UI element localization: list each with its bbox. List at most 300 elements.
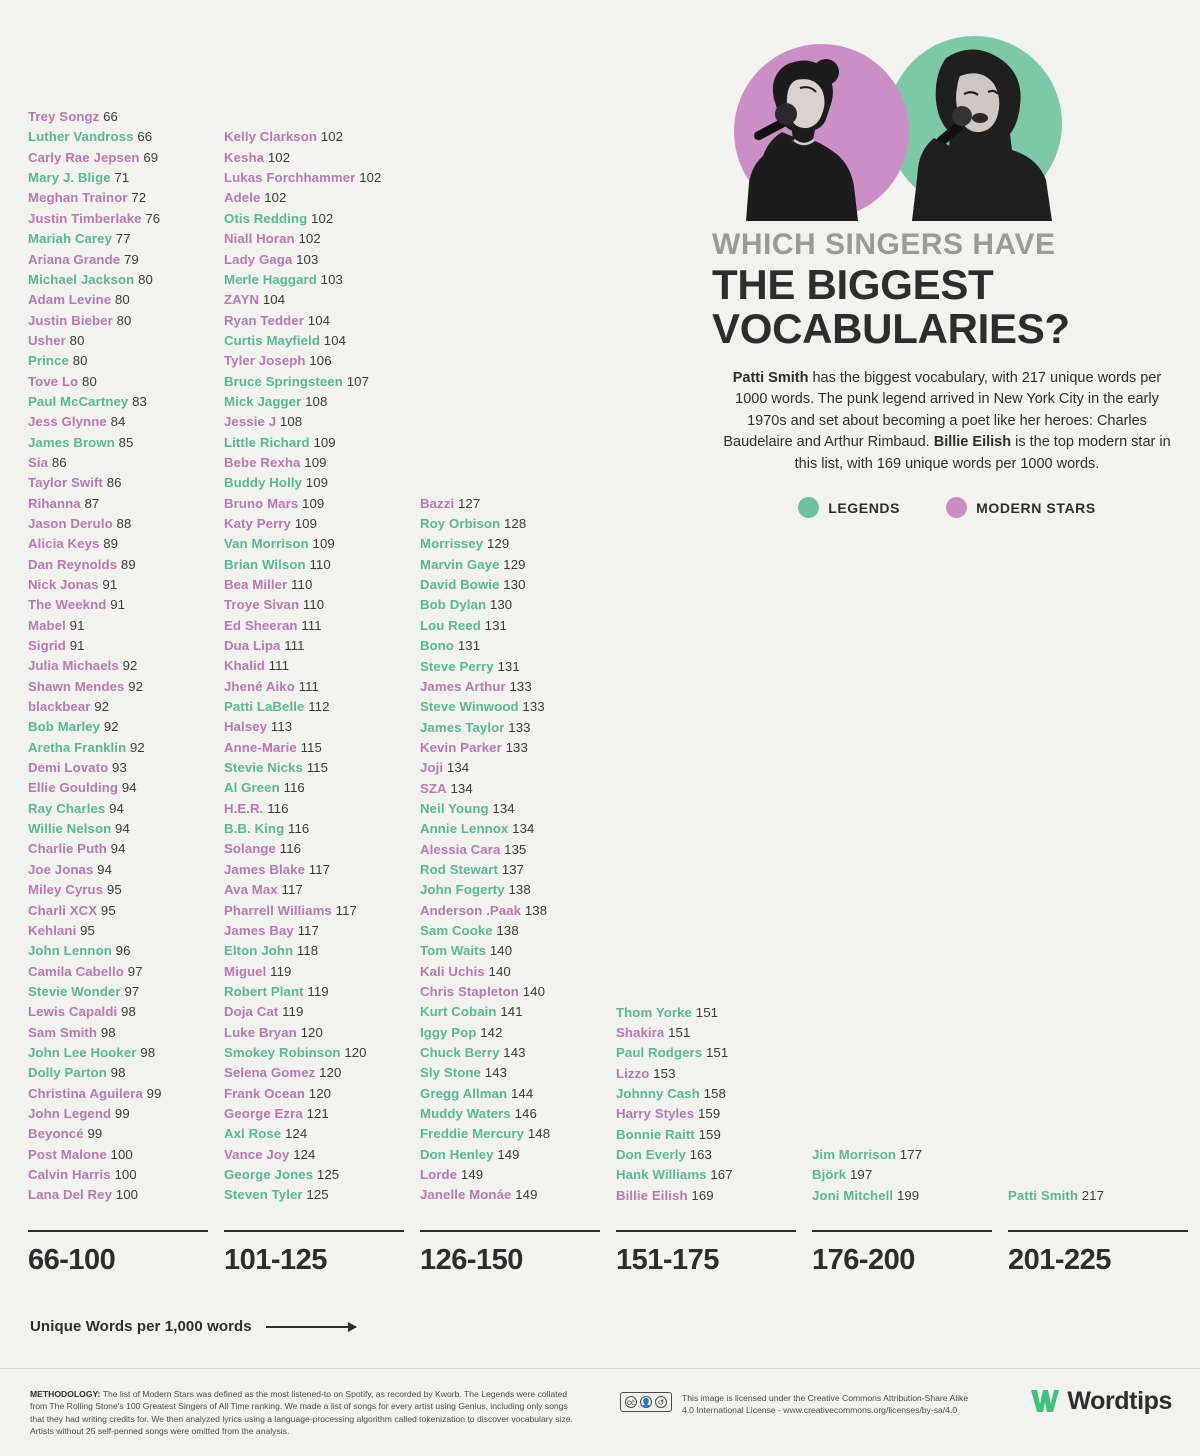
artist-value: 102 <box>311 210 334 226</box>
artist-entry <box>420 1104 616 1124</box>
artist-name: Vance Joy <box>224 1146 290 1162</box>
artist-name: H.E.R. <box>224 800 264 816</box>
artist-name: Ariana Grande <box>28 251 121 267</box>
artist-name: Tove Lo <box>28 373 79 389</box>
license-block <box>620 1392 968 1417</box>
artist-value: 102 <box>320 129 344 145</box>
artist-entry <box>420 494 616 514</box>
artist-entry <box>28 1043 224 1063</box>
artist-name: Selena Gomez <box>224 1065 316 1081</box>
artist-name: Lizzo <box>616 1065 650 1081</box>
artist-name: Brian Wilson <box>224 556 306 572</box>
artist-name: B.B. King <box>224 821 285 837</box>
artist-value: 103 <box>296 251 319 267</box>
artist-value: 177 <box>899 1146 923 1162</box>
legend-item-label: LEGENDS <box>828 499 901 516</box>
artist-entry <box>224 392 420 412</box>
artist-entry <box>28 819 224 839</box>
artist-value: 92 <box>94 699 110 715</box>
license-line-2: 4.0 International License - www.creativecommons.org/licenses/by-sa/4.0 <box>682 1405 958 1416</box>
chart-legend <box>712 497 1182 518</box>
artist-name: Miley Cyrus <box>28 882 104 898</box>
artist-entry <box>28 901 224 921</box>
artist-name: Bea Miller <box>224 577 288 592</box>
artist-value: 80 <box>114 292 130 308</box>
artist-entry <box>28 1084 224 1104</box>
artist-entry <box>420 1063 616 1083</box>
artist-name: Kelly Clarkson <box>224 129 318 145</box>
artist-value: 94 <box>121 780 137 796</box>
artist-name: Lana Del Rey <box>28 1187 113 1203</box>
artist-entry <box>224 941 420 961</box>
artist-value: 141 <box>500 1004 523 1020</box>
artist-value: 140 <box>488 963 511 979</box>
vocab-list <box>812 1145 1008 1206</box>
artist-name: Al Green <box>224 780 280 796</box>
artist-value: 119 <box>282 1004 304 1020</box>
artist-name: Iggy Pop <box>420 1024 477 1040</box>
artist-entry <box>616 1043 812 1063</box>
artist-entry <box>224 311 420 331</box>
cc-by-mark: 👤 <box>641 1398 651 1407</box>
artist-entry <box>616 1104 812 1124</box>
artist-entry <box>28 1023 224 1043</box>
artist-name: Little Richard <box>224 434 310 450</box>
artist-value: 66 <box>137 129 153 145</box>
artist-name: Axl Rose <box>224 1126 282 1142</box>
artist-entry <box>224 717 420 737</box>
artist-entry <box>224 1165 420 1185</box>
brand-logo[interactable] <box>1029 1386 1172 1416</box>
artist-name: George Ezra <box>224 1105 303 1121</box>
range-label: 201-225 <box>1008 1244 1111 1276</box>
artist-name: Demi Lovato <box>28 760 109 776</box>
artist-value: 93 <box>112 760 127 776</box>
artist-name: James Brown <box>28 434 115 450</box>
artist-name: Curtis Mayfield <box>224 332 321 348</box>
artist-name: Janelle Monáe <box>420 1187 512 1203</box>
artist-name: Adam Levine <box>28 292 112 308</box>
artist-entry <box>224 290 420 310</box>
artist-value: 149 <box>460 1167 484 1183</box>
artist-value: 133 <box>508 719 531 735</box>
artist-entry <box>420 616 616 636</box>
artist-value: 89 <box>120 556 136 572</box>
artist-value: 151 <box>705 1045 729 1061</box>
artist-name: Tom Waits <box>420 943 487 959</box>
artist-value: 100 <box>115 1187 139 1203</box>
artist-value: 91 <box>69 617 85 633</box>
artist-name: Roy Orbison <box>420 516 501 532</box>
artist-name: Miguel <box>224 963 267 979</box>
artist-value: 149 <box>515 1187 538 1203</box>
artist-entry <box>420 677 616 697</box>
artist-value: 111 <box>301 617 322 633</box>
artist-entry <box>28 473 224 493</box>
artist-value: 117 <box>335 902 357 918</box>
artist-value: 91 <box>69 638 85 654</box>
artist-value: 117 <box>281 882 303 898</box>
methodology-note <box>30 1388 575 1438</box>
artist-entry <box>224 921 420 941</box>
wordtips-mark-icon <box>1029 1386 1059 1416</box>
artist-name: Steve Winwood <box>420 699 519 715</box>
header-panel <box>712 26 1182 518</box>
artist-name: Taylor Swift <box>28 475 103 491</box>
artist-entry <box>812 1145 1008 1165</box>
artist-value: 102 <box>298 231 321 247</box>
artist-value: 94 <box>109 800 124 816</box>
axis-label-text: Unique Words per 1,000 words <box>30 1318 252 1335</box>
artist-value: 124 <box>293 1146 316 1162</box>
artist-entry <box>420 921 616 941</box>
artist-value: 99 <box>114 1105 130 1121</box>
artist-entry <box>616 1003 812 1023</box>
artist-value: 116 <box>279 841 302 857</box>
artist-entry <box>420 1002 616 1022</box>
artist-value: 127 <box>457 495 481 511</box>
artist-name: Prince <box>28 353 69 369</box>
artist-value: 138 <box>496 922 519 938</box>
artist-entry <box>28 778 224 798</box>
artist-value: 134 <box>492 800 515 816</box>
artist-entry <box>616 1023 812 1043</box>
artist-name: Alessia Cara <box>420 841 501 857</box>
methodology-label: METHODOLOGY: <box>30 1389 101 1399</box>
artist-entry <box>28 717 224 737</box>
artist-entry <box>616 1186 812 1206</box>
artist-name: Johnny Cash <box>616 1085 700 1101</box>
artist-name: Anderson .Paak <box>420 902 522 918</box>
artist-name: Mick Jagger <box>224 393 302 409</box>
artist-name: Tyler Joseph <box>224 353 306 369</box>
artist-entry <box>420 982 616 1002</box>
artist-entry <box>420 779 616 799</box>
artist-name: Bob Marley <box>28 719 101 735</box>
artist-entry <box>224 1084 420 1104</box>
artist-value: 109 <box>305 475 329 491</box>
artist-entry <box>224 270 420 290</box>
artist-name: Luther Vandross <box>28 129 134 145</box>
artist-name: Julia Michaels <box>28 658 119 674</box>
artist-value: 108 <box>279 414 303 430</box>
range-rule <box>812 1230 992 1232</box>
artist-name: Buddy Holly <box>224 475 303 491</box>
artist-value: 86 <box>106 475 122 491</box>
artist-value: 217 <box>1081 1187 1105 1203</box>
artist-value: 76 <box>145 210 161 226</box>
artist-name: Niall Horan <box>224 231 295 247</box>
artist-value: 92 <box>103 719 119 735</box>
artist-name: Elton John <box>224 943 294 959</box>
legend-item-modern-stars <box>946 497 1096 518</box>
artist-value: 87 <box>84 495 100 511</box>
artist-value: 140 <box>522 984 546 999</box>
artist-value: 109 <box>302 495 325 511</box>
artist-entry <box>28 107 224 127</box>
artist-entry <box>28 1104 224 1124</box>
artist-value: 80 <box>138 271 153 287</box>
artist-entry <box>420 840 616 860</box>
artist-name: Patti Smith <box>1008 1187 1078 1203</box>
artist-name: Ryan Tedder <box>224 312 304 328</box>
artist-value: 99 <box>87 1126 103 1142</box>
artist-value: 110 <box>309 556 331 572</box>
footer-divider <box>0 1368 1200 1369</box>
artist-name: Troye Sivan <box>224 597 300 613</box>
artist-value: 97 <box>124 983 140 999</box>
blurb-highlight-1: Patti Smith <box>732 369 809 386</box>
legend-swatch-icon <box>798 497 819 518</box>
artist-value: 116 <box>288 821 310 837</box>
artist-entry <box>28 311 224 331</box>
artist-name: Steven Tyler <box>224 1187 303 1203</box>
artist-value: 72 <box>131 190 147 206</box>
artist-entry <box>224 168 420 188</box>
artist-name: Adele <box>224 190 261 206</box>
artist-entry <box>28 453 224 473</box>
artist-entry <box>224 677 420 697</box>
artist-entry <box>420 738 616 758</box>
artist-value: 143 <box>503 1045 526 1061</box>
artist-value: 95 <box>106 882 122 898</box>
artist-name: Pharrell Williams <box>224 902 332 918</box>
intro-paragraph <box>712 368 1182 476</box>
artist-name: Thom Yorke <box>616 1004 692 1020</box>
artist-name: Don Everly <box>616 1146 686 1162</box>
artist-value: 80 <box>116 312 132 328</box>
artist-value: 125 <box>316 1166 340 1182</box>
artist-value: 91 <box>102 577 118 592</box>
artist-name: Robert Plant <box>224 983 304 999</box>
artist-entry <box>28 636 224 656</box>
artist-entry <box>224 250 420 270</box>
artist-value: 92 <box>130 739 145 755</box>
artist-entry <box>224 188 420 208</box>
artist-entry <box>224 1023 420 1043</box>
artist-name: Otis Redding <box>224 210 308 226</box>
artist-entry <box>420 1145 616 1165</box>
artist-value: 130 <box>503 577 526 593</box>
artist-value: 84 <box>110 414 126 430</box>
artist-entry <box>420 514 616 534</box>
artist-entry <box>420 1023 616 1043</box>
artist-entry <box>28 127 224 147</box>
artist-value: 92 <box>128 678 144 694</box>
range-rule <box>616 1230 796 1232</box>
legend-photo <box>894 42 1052 221</box>
artist-name: Rihanna <box>28 495 81 511</box>
artist-value: 138 <box>508 882 531 898</box>
range-rule <box>28 1230 208 1232</box>
artist-value: 138 <box>524 902 548 918</box>
artist-value: 83 <box>132 393 147 409</box>
artist-name: Kevin Parker <box>420 739 502 755</box>
artist-value: 97 <box>127 963 143 979</box>
artist-name: Ava Max <box>224 882 278 898</box>
artist-value: 109 <box>312 536 335 552</box>
artist-name: Nick Jonas <box>28 577 99 592</box>
artist-value: 110 <box>291 577 313 592</box>
artist-value: 96 <box>115 943 131 959</box>
artist-value: 143 <box>484 1065 508 1081</box>
methodology-text: The list of Modern Stars was defined as the most listened-to on Spotify, as recorded by Kworb. The Legends were collated from The Rolling Stone's 100 Greatest Singers of All Time ranking. We made a list of songs for every artist using Genius, including only songs that they had writing credits for. We then analyzed lyrics using a language-processing algorithm called tokenization to discover vocabulary size. Artists without 25 self-penned songs were omitted from the analysis. <box>30 1389 573 1437</box>
artist-entry <box>224 1124 420 1144</box>
artist-entry <box>224 758 420 778</box>
artist-name: Lady Gaga <box>224 251 293 267</box>
artist-entry <box>28 1124 224 1144</box>
artist-name: Frank Ocean <box>224 1085 305 1101</box>
artist-value: 134 <box>450 780 473 796</box>
artist-entry <box>420 941 616 961</box>
artist-name: Jim Morrison <box>812 1146 897 1162</box>
artist-value: 197 <box>849 1167 873 1183</box>
artist-name: Charlie Puth <box>28 841 107 857</box>
artist-name: Sly Stone <box>420 1065 481 1081</box>
vocab-list <box>224 127 420 1205</box>
artist-value: 149 <box>497 1146 520 1162</box>
artist-name: Ed Sheeran <box>224 617 298 633</box>
artist-value: 71 <box>114 170 130 186</box>
artist-name: David Bowie <box>420 577 500 593</box>
creative-commons-icon <box>620 1392 672 1412</box>
artist-name: Bruce Springsteen <box>224 373 343 389</box>
artist-entry <box>224 860 420 880</box>
cc-sa-mark: ↺ <box>655 1396 667 1408</box>
artist-entry <box>28 372 224 392</box>
artist-entry <box>420 534 616 554</box>
artist-entry <box>420 575 616 595</box>
artist-entry <box>28 962 224 982</box>
artist-photos <box>712 26 1182 221</box>
artist-entry <box>420 819 616 839</box>
headline-line-2: VOCABULARIES? <box>712 305 1070 353</box>
artist-name: Alicia Keys <box>28 536 100 552</box>
artist-entry <box>224 453 420 473</box>
artist-entry <box>28 738 224 758</box>
artist-value: 85 <box>118 434 134 450</box>
artist-value: 117 <box>297 922 319 938</box>
artist-entry <box>420 860 616 880</box>
artist-value: 109 <box>294 515 318 531</box>
artist-value: 151 <box>695 1004 719 1020</box>
artist-entry <box>28 1165 224 1185</box>
artist-name: Bono <box>420 638 455 654</box>
artist-name: James Bay <box>224 922 294 938</box>
artist-entry <box>224 636 420 656</box>
artist-name: Kehlani <box>28 922 77 938</box>
artist-value: 129 <box>486 536 510 552</box>
artist-name: Bob Dylan <box>420 597 487 613</box>
artist-name: Muddy Waters <box>420 1106 511 1122</box>
artist-name: Kali Uchis <box>420 963 485 979</box>
artist-name: Usher <box>28 332 66 348</box>
artist-value: 159 <box>697 1106 721 1122</box>
artist-name: Neil Young <box>420 800 489 816</box>
artist-entry <box>224 616 420 636</box>
artist-name: Marvin Gaye <box>420 556 500 572</box>
artist-value: 109 <box>304 454 327 470</box>
artist-value: 111 <box>298 678 319 694</box>
vocab-list <box>616 1003 812 1206</box>
artist-value: 131 <box>457 638 481 654</box>
artist-name: Charli XCX <box>28 902 98 918</box>
artist-value: 98 <box>140 1044 156 1060</box>
artist-value: 80 <box>72 353 88 369</box>
artist-value: 117 <box>308 861 331 877</box>
artist-value: 159 <box>698 1126 721 1142</box>
artist-name: Morrissey <box>420 536 484 552</box>
artist-entry <box>224 982 420 1002</box>
artist-name: Harry Styles <box>616 1106 695 1122</box>
artist-name: John Lee Hooker <box>28 1044 137 1060</box>
artist-value: 89 <box>103 536 119 552</box>
artist-name: Björk <box>812 1167 847 1183</box>
artist-value: 135 <box>504 841 527 857</box>
artist-value: 144 <box>510 1085 534 1101</box>
artist-entry <box>224 534 420 554</box>
artist-entry <box>420 697 616 717</box>
artist-name: Beyoncé <box>28 1126 84 1142</box>
artist-entry <box>28 209 224 229</box>
artist-entry <box>812 1186 1008 1206</box>
artist-entry <box>28 494 224 514</box>
artist-entry <box>224 1002 420 1022</box>
artist-name: Gregg Allman <box>420 1085 508 1101</box>
artist-entry <box>224 351 420 371</box>
artist-name: Christina Aguilera <box>28 1085 143 1101</box>
artist-entry <box>224 1104 420 1124</box>
artist-value: 121 <box>306 1105 329 1121</box>
artist-entry <box>224 1185 420 1205</box>
artist-name: Khalid <box>224 658 265 674</box>
artist-value: 98 <box>110 1065 126 1081</box>
blurb-text-2: is the top modern star in this list, with 169 unique words per 1000 words. <box>794 434 1171 472</box>
kicker-text: WHICH SINGERS HAVE <box>712 228 1056 261</box>
artist-entry <box>616 1064 812 1084</box>
artist-entry <box>224 148 420 168</box>
artist-entry <box>420 1084 616 1104</box>
artist-entry <box>224 412 420 432</box>
artist-name: Halsey <box>224 719 268 735</box>
artist-entry <box>224 839 420 859</box>
artist-name: Joni Mitchell <box>812 1187 894 1203</box>
artist-entry <box>224 901 420 921</box>
brand-name: Wordtips <box>1067 1386 1172 1415</box>
artist-entry <box>812 1165 1008 1185</box>
artist-value: 120 <box>319 1065 342 1081</box>
artist-name: Willie Nelson <box>28 821 112 837</box>
artist-entry <box>28 860 224 880</box>
artist-name: Freddie Mercury <box>420 1126 525 1142</box>
artist-entry <box>28 921 224 941</box>
license-line-1: This image is licensed under the Creative Commons Attribution-Share Alike <box>682 1393 969 1403</box>
artist-name: Paul Rodgers <box>616 1045 703 1061</box>
artist-entry <box>616 1145 812 1165</box>
artist-entry <box>420 1043 616 1063</box>
artist-name: John Lennon <box>28 943 112 959</box>
artist-entry <box>224 1063 420 1083</box>
artist-name: Patti LaBelle <box>224 699 305 715</box>
artist-name: ZAYN <box>224 292 260 308</box>
artist-entry <box>224 1145 420 1165</box>
artist-name: Stevie Nicks <box>224 760 303 776</box>
artist-value: 99 <box>146 1085 162 1101</box>
range-rule <box>224 1230 404 1232</box>
artist-entry <box>420 799 616 819</box>
artist-name: Sam Cooke <box>420 922 493 938</box>
artist-value: 102 <box>264 190 287 206</box>
